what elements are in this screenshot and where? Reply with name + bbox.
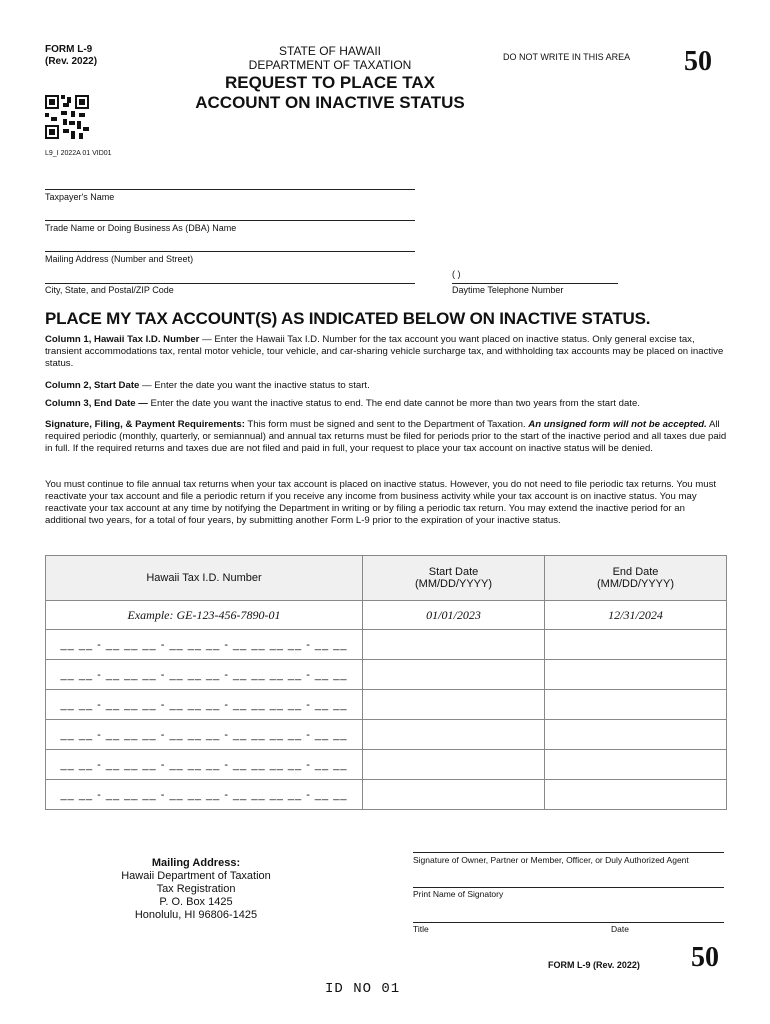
city-state-zip-label: City, State, and Postal/ZIP Code [45,285,174,295]
end-date-input[interactable] [545,630,727,660]
form-title-line1: REQUEST TO PLACE TAX [224,73,435,92]
signature-text1: This form must be signed and sent to the Department of Taxation. [244,419,529,430]
print-name-field[interactable] [413,887,724,888]
end-date-input[interactable] [545,690,727,720]
end-date-input[interactable] [545,660,727,690]
table-row [46,660,727,690]
signature-label: Signature of Owner, Partner or Member, Officer, or Duly Authorized Agent [413,855,689,865]
start-date-input[interactable] [363,660,545,690]
end-date-input[interactable] [545,750,727,780]
end-date-input[interactable] [545,780,727,810]
column3-lead: Column 3, End Date — [45,398,148,409]
signature-field[interactable] [413,852,724,853]
tax-id-table [45,555,727,810]
trade-name-label: Trade Name or Doing Business As (DBA) Name [45,223,237,233]
city-state-zip-field[interactable] [45,283,415,284]
table-row [46,690,727,720]
column1-text: — Enter the Hawaii Tax I.D. Number for the tax account you want placed on inactive status. Only general excise tax, transient accommodations tax, rental motor vehicle, tour vehicle, and car-sharing vehicle surcharge tax, and withholding tax accounts may be placed on inactive status. [45,334,724,369]
footer-form-number: FORM L-9 (Rev. 2022) [548,960,640,970]
start-date-input[interactable] [363,630,545,660]
continue-filing-text: You must continue to file annual tax returns when your tax account is placed on inactive status. However, you do not need to file periodic tax returns. You must reactivate your tax account and file a periodic return if you receive any income from business activity while your tax account is on inactive status. You may reactivate your tax account at any time by notifying the Department in writing or by filing a periodic tax return. You may extend the inactive period for an additional two years, for a total of four years, by submitting another Form L-9 prior to the expiration of your inactive status. [45,479,717,526]
mailing-address-label: Mailing Address (Number and Street) [45,254,194,264]
phone-field[interactable] [452,283,618,284]
footer-number: 50 [691,942,719,973]
column3-text: Enter the date you want the inactive status to end. The end date cannot be more than two years from the start date. [147,398,640,409]
example-tax-id: Example: GE-123-456-7890-01 [46,601,363,630]
form-title-line2: ACCOUNT ON INACTIVE STATUS [195,93,465,112]
signature-text2: All required periodic (monthly, quarterly, or semiannual) and annual tax returns must be filed for periods prior to the start of the inactive period and all taxes due paid in full. If the required returns and taxes due are not filed and paid in full, your request to place your tax account on inactive status will be denied. [45,419,727,454]
mailing-line4: Honolulu, HI 96806-1425 [134,909,258,921]
taxpayer-name-field[interactable] [45,189,415,190]
mailing-line3: P. O. Box 1425 [159,896,233,908]
tax-id-input[interactable]: __ __ - __ __ __ - __ __ __ - __ __ __ __ - __ __ [46,750,363,780]
example-row [46,601,727,630]
col-header-tax-id: Hawaii Tax I.D. Number [46,556,363,601]
start-date-input[interactable] [363,750,545,780]
section-title: PLACE MY TAX ACCOUNT(S) AS INDICATED BELOW ON INACTIVE STATUS. [45,309,651,328]
date-label: Date [611,924,629,934]
title-date-field[interactable] [413,922,724,923]
signature-lead: Signature, Filing, & Payment Requirements: [45,419,245,430]
table-row [46,630,727,660]
phone-area-code: ( ) [452,269,461,279]
mailing-line1: Hawaii Department of Taxation [121,870,271,882]
department-name: DEPARTMENT OF TAXATION [248,58,412,72]
mailing-address-field[interactable] [45,251,415,252]
column3-instructions [45,398,728,410]
mailing-address-block [106,857,286,922]
trade-name-field[interactable] [45,220,415,221]
state-name: STATE OF HAWAII [279,44,381,58]
col-header-end-date [545,556,727,601]
start-date-title: Start Date [428,566,479,578]
end-date-format: (MM/DD/YYYY) [597,578,674,590]
example-start-date: 01/01/2023 [363,601,545,630]
taxpayer-name-label: Taxpayer's Name [45,192,115,202]
tax-id-input[interactable]: __ __ - __ __ __ - __ __ __ - __ __ __ __ - __ __ [46,720,363,750]
form-revision: (Rev. 2022) [45,56,98,67]
column2-lead: Column 2, Start Date [45,380,140,391]
phone-label: Daytime Telephone Number [452,285,564,295]
corner-number: 50 [684,46,712,77]
title-label: Title [413,924,429,934]
start-date-format: (MM/DD/YYYY) [415,578,492,590]
tax-id-input[interactable]: __ __ - __ __ __ - __ __ __ - __ __ __ __ - __ __ [46,780,363,810]
column1-lead: Column 1, Hawaii Tax I.D. Number [45,334,200,345]
id-number: ID NO 01 [325,981,401,997]
form-header [190,44,470,112]
start-date-input[interactable] [363,780,545,810]
do-not-write-notice: DO NOT WRITE IN THIS AREA [503,52,631,62]
end-date-title: End Date [612,566,659,578]
unsigned-warning: An unsigned form will not be accepted. [528,419,707,430]
tax-id-input[interactable]: __ __ - __ __ __ - __ __ __ - __ __ __ __ - __ __ [46,630,363,660]
table-header-row [46,556,727,601]
column1-instructions [45,334,728,370]
form-code: L9_I 2022A 01 VID01 [45,150,112,157]
qr-code-icon [45,95,89,139]
column2-instructions [45,380,728,392]
signature-requirements [45,419,728,455]
column2-text: — Enter the date you want the inactive status to start. [139,380,370,391]
form-number [45,44,97,68]
start-date-input[interactable] [363,690,545,720]
example-end-date: 12/31/2024 [545,601,727,630]
table-row [46,750,727,780]
tax-id-input[interactable]: __ __ - __ __ __ - __ __ __ - __ __ __ __ - __ __ [46,690,363,720]
table-row [46,780,727,810]
start-date-input[interactable] [363,720,545,750]
print-name-label: Print Name of Signatory [413,889,504,899]
tax-id-input[interactable]: __ __ - __ __ __ - __ __ __ - __ __ __ __ - __ __ [46,660,363,690]
mailing-address-heading: Mailing Address: [151,857,241,869]
form-number-label: FORM L-9 [45,44,93,55]
end-date-input[interactable] [545,720,727,750]
table-row [46,720,727,750]
mailing-line2: Tax Registration [156,883,236,895]
col-header-start-date [363,556,545,601]
